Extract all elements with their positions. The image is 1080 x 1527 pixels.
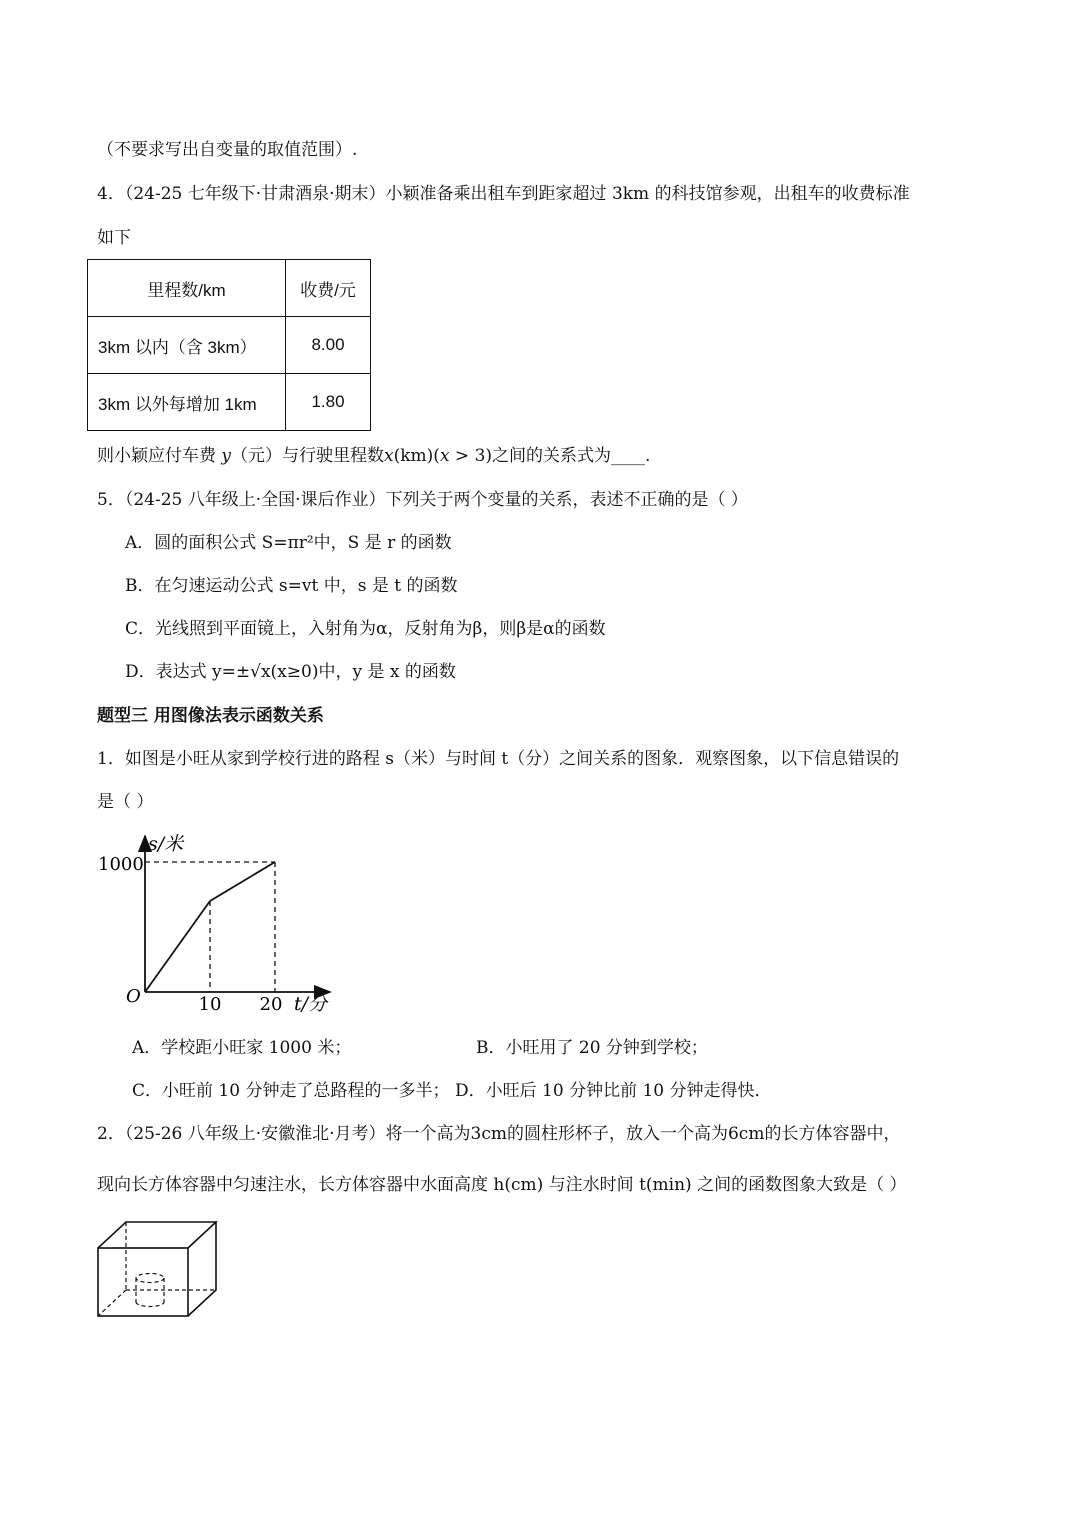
q5-stem: 5．（24-25 八年级上·全国·课后作业）下列关于两个变量的关系，表述不正确的是（ ） — [97, 490, 748, 510]
distance-time-graph — [90, 828, 350, 1018]
var-x2: x — [439, 446, 450, 466]
q1-option-a: A．学校距小旺家 1000 米； — [132, 1038, 352, 1058]
q4-stem-line2: 如下 — [97, 228, 131, 248]
var-x: x — [384, 446, 394, 466]
q4-question-c: (km)( — [393, 446, 440, 466]
series-segment — [145, 901, 210, 992]
intro-line: （不要求写出自变量的取值范围）. — [97, 140, 358, 160]
table-row — [88, 374, 371, 431]
origin-label: O — [126, 986, 141, 1007]
table-cell: 3km 以外每增加 1km — [88, 374, 286, 431]
fee-table-header-row — [88, 260, 371, 317]
box-top-edges — [98, 1222, 216, 1248]
table-cell: 3km 以内（含 3km） — [88, 317, 286, 374]
q5-option-c: C．光线照到平面镜上，入射角为α，反射角为β，则β是α的函数 — [125, 619, 606, 639]
q4-question-a: 则小颖应付车费 — [97, 446, 222, 466]
box-right-edges — [188, 1222, 216, 1316]
x-axis-label: t/分 — [294, 993, 328, 1015]
q5-option-a: A．圆的面积公式 S=πr²中，S 是 r 的函数 — [125, 533, 452, 553]
table-row — [88, 317, 371, 374]
graph-marks — [145, 862, 275, 992]
q1-option-c: C．小旺前 10 分钟走了总路程的一多半； — [132, 1081, 450, 1101]
y-tick-label: 1000 — [98, 854, 144, 875]
x-tick-label-2: 20 — [259, 994, 283, 1015]
q1-stem-line2: 是（ ） — [97, 792, 154, 812]
box-hidden-diagonal — [98, 1290, 126, 1316]
q4-question-d: > 3)之间的关系式为 — [449, 446, 612, 466]
y-axis-label: s/米 — [148, 833, 184, 855]
fee-table — [87, 259, 371, 431]
q1-stem-line1: 1．如图是小旺从家到学校行进的路程 s（米）与时间 t（分）之间关系的图象．观察图象，以下信息错误的 — [97, 749, 900, 769]
q4-stem-line1: 4．（24-25 七年级下·甘肃酒泉·期末）小颖准备乘出租车到距家超过 3km 的科技馆参观，出租车的收费标准 — [97, 184, 910, 204]
q2-stem-line2: 现向长方体容器中匀速注水，长方体容器中水面高度 h(cm) 与注水时间 t(min) 之间的函数图象大致是（ ） — [97, 1175, 907, 1195]
fee-table-header-distance: 里程数/km — [88, 260, 286, 317]
var-y: y — [221, 446, 232, 466]
q2-stem-line1: 2．（25-26 八年级上·安徽淮北·月考）将一个高为3cm的圆柱形杯子，放入一个高为6cm的长方体容器中， — [97, 1124, 901, 1144]
x-tick-label-1: 10 — [198, 994, 222, 1015]
q5-option-b: B．在匀速运动公式 s=vt 中，s 是 t 的函数 — [125, 576, 458, 596]
q4-question-end: . — [645, 446, 651, 466]
q1-option-b: B．小旺用了 20 分钟到学校； — [476, 1038, 708, 1058]
q1-option-d: D．小旺后 10 分钟比前 10 分钟走得快． — [455, 1081, 772, 1101]
answer-blank: ____ — [611, 446, 646, 466]
series-segment — [210, 862, 275, 901]
container-figure — [94, 1218, 222, 1322]
table-cell: 1.80 — [286, 374, 371, 431]
q4-question — [97, 444, 650, 468]
fee-table-header-fee: 收费/元 — [286, 260, 371, 317]
section-title: 题型三 用图像法表示函数关系 — [97, 706, 324, 726]
q4-question-b: （元）与行驶里程数 — [231, 446, 385, 466]
cup-top — [136, 1274, 164, 1283]
q5-option-d: D．表达式 y=±√x(x≥0)中，y 是 x 的函数 — [125, 662, 456, 682]
cup-bottom — [136, 1302, 164, 1306]
table-cell: 8.00 — [286, 317, 371, 374]
